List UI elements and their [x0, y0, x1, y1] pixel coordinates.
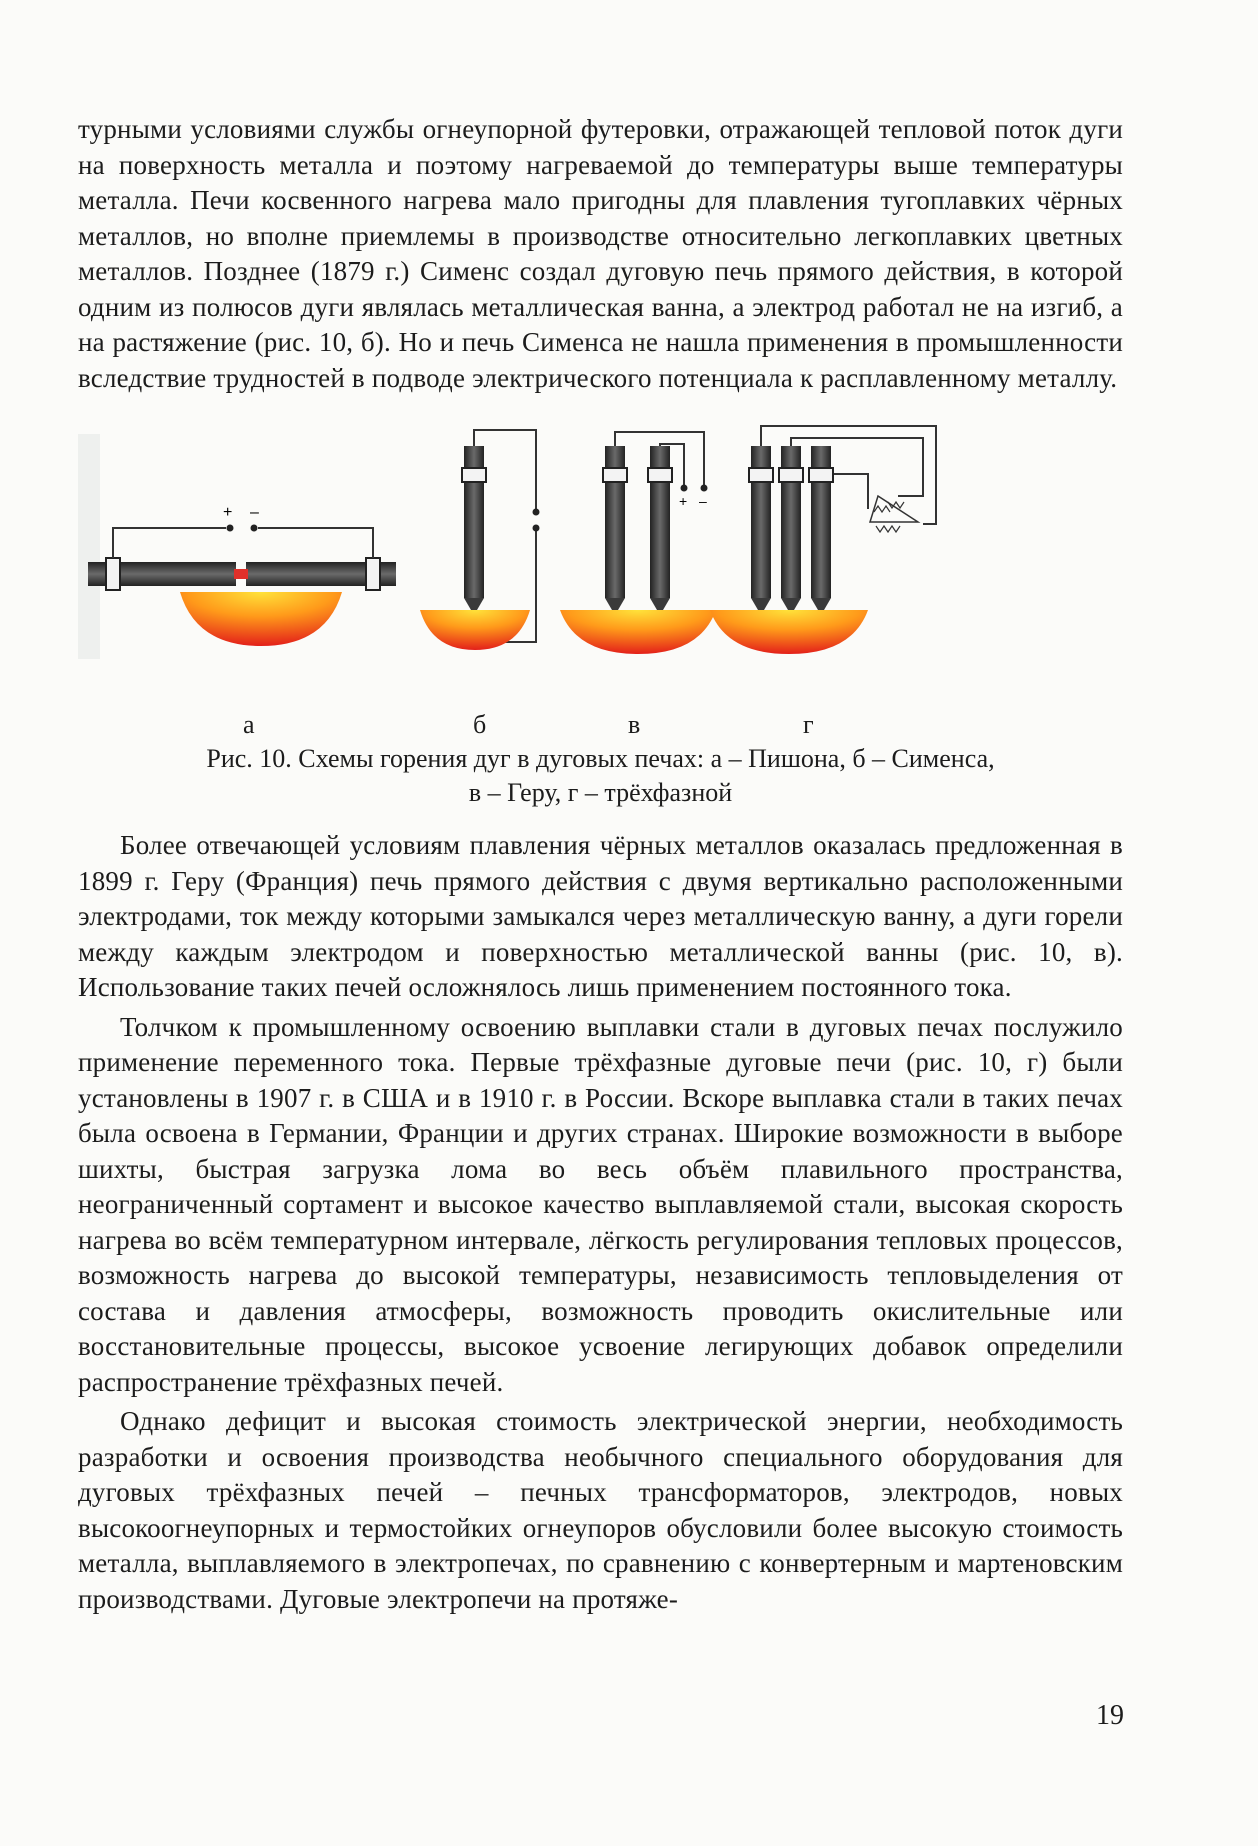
melt-bath	[180, 592, 342, 646]
melt-bath	[710, 610, 868, 654]
figure-10	[78, 414, 1123, 739]
label-a: а	[243, 710, 255, 739]
label-b: б	[473, 710, 487, 739]
melt-bath	[420, 610, 530, 650]
paragraph-3: Толчком к промышленному освоению выплавки стали в дуговых печах послужило применение переменного тока. Первые трёхфазные дуговые печи (рис. 10, г) были установлены в 1907 г. в США и в 1910 г. в России. Вскоре выплавка стали в таких печах была освоена в Германии, Франции и других странах. Широкие возможности в выборе шихты, быстрая загрузка лома во весь объём плавильного пространства, неограниченный сортамент и высокое качество выплавляемой стали, высокая скорость нагрева во всём температурном интервале, лёгкость регулирования тепловых процессов, возможность нагрева до высокой температуры, независимость тепловыделения от состава и давления атмосферы, возможность проводить окислительные или восстановительные процессы, высокое усвоение легирующих добавок определили распространение трёхфазных печей.	[78, 1011, 1123, 1397]
label-v: в	[628, 710, 641, 739]
plus-sign: +	[223, 504, 233, 521]
scheme-g	[710, 426, 936, 654]
caption-line-2: в – Геру, г – трёхфазной	[468, 778, 733, 807]
minus-sign: –	[250, 504, 259, 521]
caption-line-1: Рис. 10. Схемы горения дуг в дуговых печах: а – Пишона, б – Сименса,	[206, 744, 995, 773]
label-g: г	[803, 710, 814, 739]
paragraph-2: Более отвечающей условиям плавления чёрных металлов оказалась предложенная в 1899 г. Геру (Франция) печь прямого действия с двумя вертикально расположенными электродами, ток между которыми замыкался через металлическую ванну, а дуги горели между каждым электродом и поверхностью металлической ванны (рис. 10, в). Использование таких печей осложнялось лишь применением постоянного тока.	[78, 830, 1123, 1002]
wire-right	[258, 528, 373, 558]
paragraph-1: турными условиями службы огнеупорной футеровки, отражающей тепловой поток дуги на поверхность металла и поэтому нагреваемой до температуры выше температуры металла. Печи косвенного нагрева мало пригодны для плавления тугоплавких чёрных металлов, но вполне приемлемы в производстве относительно легкоплавких цветных металлов. Позднее (1879 г.) Сименс создал дуговую печь прямого действия, в которой одним из полюсов дуги являлась металлическая ванна, а электрод работал не на изгиб, а на растяжение (рис. 10, б). Но и печь Сименса не нашла применения в промышленности вследствие трудностей в подводе электрического потенциала к расплавленному металлу.	[78, 114, 1123, 393]
paragraph-4: Однако дефицит и высокая стоимость электрической энергии, необходимость разработки и освоения производства необычного специального оборудования для дуговых трёхфазных печей – печных трансформаторов, электродов, новых высокоогнеупорных и термостойких огнеупоров обусловили более высокую стоимость металла, выплавляемого в электропечах, по сравнению с конвертерным и мартеновским производствами. Дуговые электропечи на протяже-	[78, 1406, 1123, 1614]
arc	[234, 569, 248, 579]
scheme-v	[560, 432, 716, 654]
scan-artifact	[78, 434, 100, 659]
transformer-windings	[874, 502, 904, 532]
clamp-right	[366, 558, 380, 590]
wire-left	[113, 528, 226, 558]
transformer-delta	[870, 496, 918, 522]
minus-sign: –	[699, 493, 707, 509]
page-number: 19	[1096, 1700, 1124, 1731]
figure-caption	[78, 742, 1123, 810]
figure-labels	[78, 710, 1123, 740]
scheme-a	[88, 504, 396, 646]
scheme-b	[420, 430, 540, 650]
melt-bath	[560, 610, 716, 654]
arc-furnace-diagram	[78, 414, 1123, 714]
page-content	[78, 112, 1123, 1617]
clamp	[462, 468, 486, 482]
clamp-left	[106, 558, 120, 590]
plus-sign: +	[679, 493, 688, 509]
